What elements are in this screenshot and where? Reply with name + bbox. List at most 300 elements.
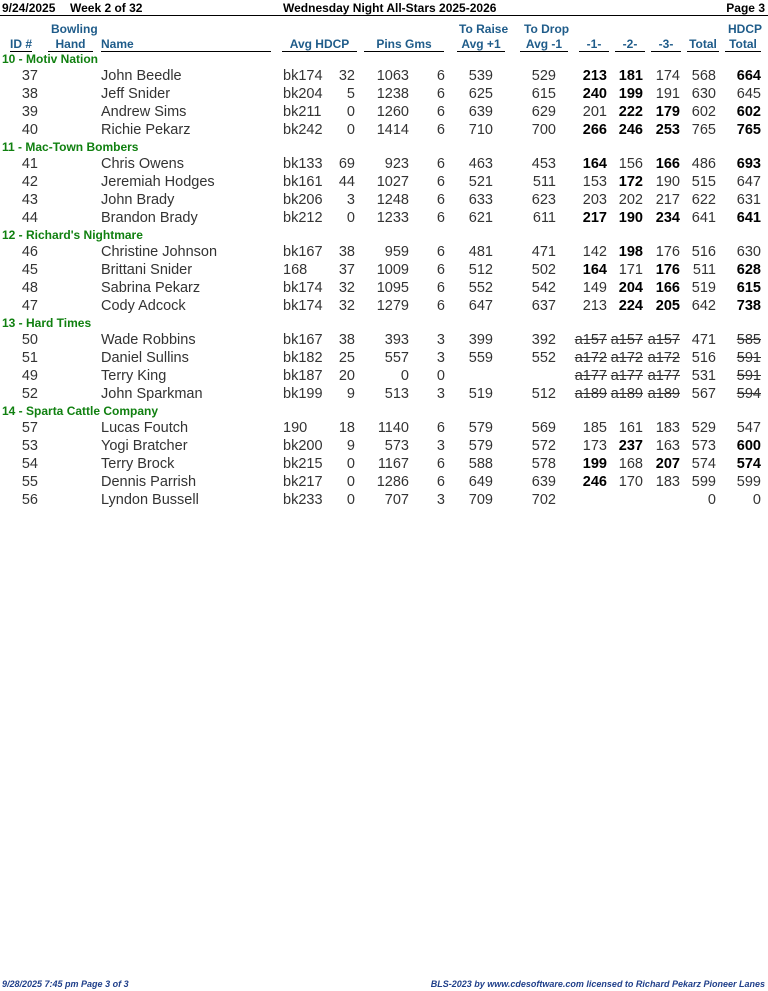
cell-name: Terry King [101,368,167,384]
cell-g2: 172 [618,174,643,190]
table-row [0,474,768,491]
cell-total: 531 [691,368,716,384]
cell-g2: 199 [618,86,643,102]
col-avg-hdcp: Avg HDCP [282,37,357,52]
cell-raise: 519 [468,386,493,402]
cell-drop: 639 [531,474,556,490]
cell-raise: 588 [468,456,493,472]
cell-total: 516 [691,244,716,260]
cell-pins: 557 [384,350,409,366]
cell-raise: 539 [468,68,493,84]
team-header: 11 - Mac-Town Bombers [2,140,139,154]
cell-htotal: 647 [736,174,761,190]
cell-name: Brittani Snider [101,262,193,278]
cell-id: 55 [21,474,38,490]
col-name: Name [101,37,271,52]
cell-g3: 183 [655,420,680,436]
cell-g2: 202 [618,192,643,208]
table-row [0,298,768,315]
cell-hdcp: 5 [346,86,355,102]
cell-hdcp: 9 [346,386,355,402]
cell-hdcp: 69 [338,156,355,172]
cell-drop: 629 [531,104,556,120]
cell-raise: 512 [468,262,493,278]
cell-id: 46 [21,244,38,260]
cell-total: 622 [691,192,716,208]
cell-g3: 176 [655,244,680,260]
cell-g1: 213 [582,68,607,84]
cell-total: 0 [707,492,716,508]
table-row [0,192,768,209]
cell-hdcp: 38 [338,332,355,348]
cell-hdcp: 32 [338,280,355,296]
cell-raise: 625 [468,86,493,102]
cell-g2: 246 [618,122,643,138]
cell-g3: 183 [655,474,680,490]
cell-g2: 237 [618,438,643,454]
cell-g3: 191 [655,86,680,102]
cell-htotal: 600 [736,438,761,454]
cell-gms: 6 [436,68,445,84]
cell-avg: bk212 [283,210,323,226]
cell-avg: 190 [283,420,308,436]
cell-htotal: 574 [736,456,761,472]
cell-pins: 707 [384,492,409,508]
col-to-drop: To Drop [524,22,570,36]
cell-total: 630 [691,86,716,102]
cell-g2: 204 [618,280,643,296]
cell-pins: 1414 [376,122,409,138]
cell-g1: 149 [582,280,607,296]
col-avg-minus: Avg -1 [520,37,568,52]
cell-gms: 6 [436,420,445,436]
cell-g2: 156 [618,156,643,172]
cell-name: John Sparkman [101,386,203,402]
col-game-1: -1- [579,37,609,52]
cell-pins: 1286 [376,474,409,490]
table-row [0,262,768,279]
cell-raise: 463 [468,156,493,172]
cell-avg: bk167 [283,332,323,348]
cell-raise: 559 [468,350,493,366]
cell-id: 45 [21,262,38,278]
cell-g1: a172 [574,350,607,366]
cell-hdcp: 3 [346,192,355,208]
cell-raise: 710 [468,122,493,138]
cell-name: Dennis Parrish [101,474,197,490]
cell-hdcp: 20 [338,368,355,384]
table-row [0,210,768,227]
cell-htotal: 641 [736,210,761,226]
cell-drop: 637 [531,298,556,314]
cell-id: 41 [21,156,38,172]
cell-name: Chris Owens [101,156,184,172]
cell-name: Wade Robbins [101,332,196,348]
cell-avg: bk174 [283,298,323,314]
table-row [0,386,768,403]
cell-gms: 0 [436,368,445,384]
cell-pins: 393 [384,332,409,348]
cell-name: Lucas Foutch [101,420,189,436]
cell-name: Cody Adcock [101,298,186,314]
cell-total: 568 [691,68,716,84]
cell-name: Jeff Snider [101,86,171,102]
cell-pins: 1279 [376,298,409,314]
cell-gms: 6 [436,474,445,490]
cell-gms: 3 [436,332,445,348]
cell-g1: 173 [582,438,607,454]
cell-total: 573 [691,438,716,454]
cell-gms: 6 [436,244,445,260]
cell-g1: 266 [582,122,607,138]
cell-hdcp: 0 [346,104,355,120]
cell-gms: 6 [436,192,445,208]
cell-avg: bk200 [283,438,323,454]
col-hand: Hand [48,37,93,52]
cell-gms: 6 [436,298,445,314]
cell-id: 38 [21,86,38,102]
cell-pins: 923 [384,156,409,172]
cell-raise: 399 [468,332,493,348]
cell-raise: 579 [468,420,493,436]
cell-avg: bk199 [283,386,323,402]
cell-g1: 142 [582,244,607,260]
table-row [0,280,768,297]
table-row [0,456,768,473]
cell-g3: a172 [647,350,680,366]
cell-htotal: 547 [736,420,761,436]
cell-htotal: 738 [736,298,761,314]
cell-g3: a177 [647,368,680,384]
cell-raise: 521 [468,174,493,190]
cell-name: Lyndon Bussell [101,492,199,508]
cell-id: 49 [21,368,38,384]
cell-drop: 511 [532,174,556,190]
col-avg-plus: Avg +1 [457,37,505,52]
cell-gms: 6 [436,86,445,102]
cell-pins: 1095 [376,280,409,296]
cell-htotal: 0 [752,492,761,508]
cell-raise: 579 [468,438,493,454]
cell-pins: 513 [384,386,409,402]
cell-htotal: 765 [736,122,761,138]
cell-drop: 453 [531,156,556,172]
cell-name: Yogi Bratcher [101,438,188,454]
cell-name: Brandon Brady [101,210,198,226]
cell-hdcp: 0 [346,474,355,490]
cell-htotal: 664 [736,68,761,84]
cell-htotal: 585 [736,332,761,348]
cell-g2: 181 [618,68,643,84]
cell-avg: bk217 [283,474,323,490]
cell-pins: 1063 [376,68,409,84]
cell-pins: 959 [384,244,409,260]
cell-g2: 161 [618,420,643,436]
cell-htotal: 591 [736,368,761,384]
cell-drop: 700 [531,122,556,138]
cell-g3: a189 [647,386,680,402]
cell-total: 529 [691,420,716,436]
table-row [0,122,768,139]
cell-gms: 3 [436,350,445,366]
cell-avg: bk242 [283,122,323,138]
cell-gms: 6 [436,262,445,278]
cell-avg: bk206 [283,192,323,208]
cell-id: 42 [21,174,38,190]
cell-drop: 569 [531,420,556,436]
cell-gms: 6 [436,210,445,226]
team-header: 12 - Richard's Nightmare [2,228,143,242]
cell-id: 44 [21,210,38,226]
cell-name: John Beedle [101,68,182,84]
cell-hdcp: 9 [346,438,355,454]
cell-name: Richie Pekarz [101,122,191,138]
cell-total: 519 [691,280,716,296]
cell-g3: 174 [655,68,680,84]
cell-name: Terry Brock [101,456,175,472]
cell-drop: 529 [531,68,556,84]
cell-drop: 392 [531,332,556,348]
cell-avg: bk174 [283,280,323,296]
cell-avg: 168 [283,262,308,278]
cell-htotal: 630 [736,244,761,260]
cell-g1: 185 [582,420,607,436]
col-game-2: -2- [615,37,645,52]
cell-g3: 176 [655,262,680,278]
cell-total: 574 [691,456,716,472]
cell-raise: 647 [468,298,493,314]
cell-g3: 166 [655,156,680,172]
table-row [0,350,768,367]
col-id: ID # [10,37,33,51]
cell-total: 471 [691,332,716,348]
cell-avg: bk174 [283,68,323,84]
cell-pins: 1009 [376,262,409,278]
cell-total: 567 [691,386,716,402]
cell-hdcp: 38 [338,244,355,260]
cell-drop: 552 [531,350,556,366]
col-hdcp: HDCP [728,22,763,36]
cell-id: 47 [21,298,38,314]
cell-g2: 198 [618,244,643,260]
cell-htotal: 645 [736,86,761,102]
table-row [0,438,768,455]
cell-g2: a177 [610,368,643,384]
cell-g3: 207 [655,456,680,472]
cell-total: 486 [691,156,716,172]
table-row [0,156,768,173]
table-row [0,68,768,85]
cell-pins: 1027 [376,174,409,190]
cell-g1: a157 [574,332,607,348]
cell-name: Jeremiah Hodges [101,174,215,190]
team-header: 14 - Sparta Cattle Company [2,404,159,418]
cell-pins: 1233 [376,210,409,226]
cell-pins: 1260 [376,104,409,120]
cell-g1: 217 [582,210,607,226]
cell-id: 52 [21,386,38,402]
cell-id: 39 [21,104,38,120]
cell-raise: 552 [468,280,493,296]
footer-license: BLS-2023 by www.cdesoftware.com licensed to Richard Pekarz Pioneer Lanes [430,979,765,989]
header-rule [0,15,768,16]
cell-g1: 246 [582,474,607,490]
cell-raise: 481 [468,244,493,260]
cell-total: 602 [691,104,716,120]
cell-drop: 611 [532,210,556,226]
cell-g1: 164 [582,156,607,172]
cell-id: 43 [21,192,38,208]
cell-raise: 633 [468,192,493,208]
cell-pins: 1140 [377,420,409,436]
cell-g2: 190 [618,210,643,226]
cell-id: 37 [21,68,38,84]
cell-htotal: 599 [736,474,761,490]
cell-g2: 171 [618,262,643,278]
cell-g2: 170 [618,474,643,490]
col-to-raise: To Raise [459,22,509,36]
cell-gms: 6 [436,456,445,472]
cell-htotal: 591 [736,350,761,366]
cell-avg: bk167 [283,244,323,260]
cell-hdcp: 18 [338,420,355,436]
cell-avg: bk215 [283,456,323,472]
cell-g3: 163 [655,438,680,454]
cell-g3: 166 [655,280,680,296]
cell-g3: 217 [655,192,680,208]
cell-g3: 205 [655,298,680,314]
cell-id: 54 [21,456,38,472]
cell-drop: 471 [531,244,556,260]
cell-total: 511 [692,262,716,278]
cell-id: 50 [21,332,38,348]
cell-g2: 224 [618,298,643,314]
col-bowling: Bowling [51,22,98,36]
cell-raise: 709 [468,492,493,508]
cell-id: 57 [21,420,38,436]
cell-id: 40 [21,122,38,138]
cell-name: Daniel Sullins [101,350,189,366]
cell-g1: 199 [582,456,607,472]
cell-total: 642 [691,298,716,314]
report-date: 9/24/2025 [2,1,56,15]
cell-hdcp: 25 [338,350,355,366]
cell-g1: 203 [582,192,607,208]
cell-pins: 1238 [376,86,409,102]
cell-pins: 0 [400,368,409,384]
cell-g2: a157 [610,332,643,348]
cell-avg: bk133 [283,156,323,172]
cell-avg: bk182 [283,350,323,366]
cell-g1: 201 [582,104,607,120]
cell-pins: 1248 [376,192,409,208]
week-label: Week 2 of 32 [70,1,143,15]
cell-g2: 168 [618,456,643,472]
cell-gms: 3 [436,492,445,508]
cell-raise: 649 [468,474,493,490]
page-label: Page 3 [726,1,765,15]
cell-hdcp: 0 [346,492,355,508]
cell-total: 599 [691,474,716,490]
cell-name: Christine Johnson [101,244,218,260]
cell-gms: 3 [436,386,445,402]
cell-hdcp: 32 [338,68,355,84]
cell-htotal: 631 [736,192,761,208]
cell-raise: 639 [468,104,493,120]
cell-avg: bk233 [283,492,323,508]
cell-total: 516 [691,350,716,366]
cell-g1: a177 [574,368,607,384]
footer-timestamp: 9/28/2025 7:45 pm Page 3 of 3 [2,979,129,989]
cell-id: 51 [21,350,38,366]
cell-htotal: 615 [736,280,761,296]
table-row [0,332,768,349]
cell-name: Sabrina Pekarz [101,280,201,296]
cell-g3: 190 [655,174,680,190]
cell-total: 641 [691,210,716,226]
cell-g1: a189 [574,386,607,402]
table-row [0,86,768,103]
col-game-3: -3- [651,37,681,52]
cell-gms: 6 [436,104,445,120]
col-hdcp-total: Total [725,37,761,52]
cell-htotal: 628 [736,262,761,278]
col-pins-gms: Pins Gms [364,37,444,52]
cell-g2: 222 [618,104,643,120]
team-header: 13 - Hard Times [2,316,92,330]
table-row [0,420,768,437]
cell-g1: 213 [582,298,607,314]
table-row [0,244,768,261]
cell-htotal: 594 [736,386,761,402]
cell-pins: 573 [384,438,409,454]
cell-hdcp: 0 [346,122,355,138]
col-total: Total [687,37,719,52]
table-row [0,174,768,191]
cell-g3: 179 [655,104,680,120]
cell-gms: 3 [436,438,445,454]
cell-id: 53 [21,438,38,454]
cell-hdcp: 37 [338,262,355,278]
cell-total: 765 [691,122,716,138]
cell-g3: 234 [655,210,680,226]
cell-hdcp: 44 [338,174,355,190]
cell-total: 515 [691,174,716,190]
cell-g2: a172 [610,350,643,366]
league-title: Wednesday Night All-Stars 2025-2026 [283,1,497,15]
cell-raise: 621 [468,210,493,226]
cell-drop: 578 [531,456,556,472]
cell-avg: bk187 [283,368,323,384]
table-row [0,368,768,385]
cell-gms: 6 [436,174,445,190]
team-header: 10 - Motiv Nation [2,52,99,66]
cell-g3: 253 [655,122,680,138]
cell-name: John Brady [101,192,175,208]
cell-hdcp: 32 [338,298,355,314]
cell-avg: bk204 [283,86,323,102]
cell-gms: 6 [436,156,445,172]
table-row [0,492,768,509]
cell-drop: 542 [531,280,556,296]
cell-g1: 153 [582,174,607,190]
cell-drop: 702 [531,492,556,508]
cell-drop: 623 [531,192,556,208]
cell-name: Andrew Sims [101,104,187,120]
cell-avg: bk211 [283,104,322,120]
cell-htotal: 693 [736,156,761,172]
cell-id: 56 [21,492,38,508]
